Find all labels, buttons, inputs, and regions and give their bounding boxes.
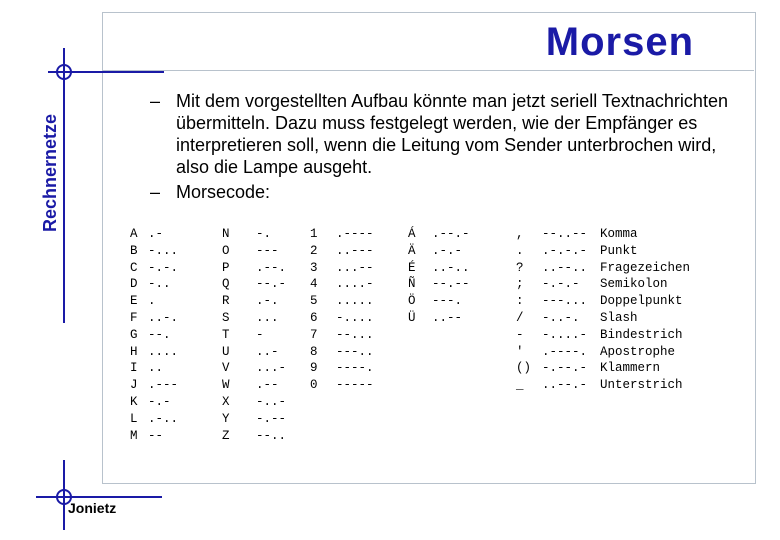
morse-symbol-name: Komma — [600, 227, 638, 241]
morse-character: Á — [408, 227, 416, 241]
morse-character: 2 — [310, 243, 318, 258]
morse-char-column — [130, 226, 138, 444]
morse-code: .--. — [256, 260, 287, 275]
morse-code: -. — [256, 227, 272, 241]
morse-character: B — [130, 243, 138, 258]
morse-code: -.--.- — [542, 361, 588, 376]
morse-character: V — [222, 361, 230, 376]
morse-symbol-name: Unterstrich — [600, 378, 683, 393]
morse-character: 9 — [310, 361, 318, 376]
morse-code: ----. — [336, 361, 374, 376]
morse-character: É — [408, 260, 416, 275]
morse-symbol-name: Doppelpunkt — [600, 294, 683, 309]
morse-character: R — [222, 294, 230, 309]
morse-code: .-.. — [148, 411, 179, 426]
morse-code-column — [432, 226, 470, 327]
morse-character: Ä — [408, 243, 416, 258]
morse-code: .--- — [148, 378, 179, 393]
morse-symbol-name: Punkt — [600, 243, 638, 258]
morse-code: ..--.- — [542, 378, 588, 393]
morse-character: F — [130, 310, 138, 325]
morse-character: Z — [222, 428, 230, 443]
morse-character: C — [130, 260, 138, 275]
morse-character: P — [222, 260, 230, 275]
morse-character: A — [130, 227, 138, 241]
morse-code: -.-. — [148, 260, 179, 275]
morse-symbol-name: Semikolon — [600, 277, 668, 292]
morse-character: Q — [222, 277, 230, 292]
morse-character: Ñ — [408, 277, 416, 292]
morse-character: 0 — [310, 378, 318, 393]
morse-character: ' — [516, 344, 524, 359]
bullet-text: Mit dem vorgestellten Aufbau könnte man jetzt seriell Textnachrichten übermitteln. Dazu muss festgelegt werden, wie der Empfänger es interpretieren soll, wenn die Leitung vom Sender unterbrochen wird, also die Lampe ausgeht. — [176, 91, 728, 177]
top-vertical-line — [63, 48, 65, 323]
morse-code: ...- — [256, 361, 287, 376]
morse-code-column — [336, 226, 374, 394]
morse-char-column — [222, 226, 230, 444]
morse-symbol-name: Bindestrich — [600, 327, 683, 342]
morse-name-column — [600, 226, 690, 394]
morse-character: I — [130, 361, 138, 376]
morse-character: T — [222, 327, 230, 342]
morse-code-column — [542, 226, 587, 394]
morse-code: ..-- — [432, 310, 463, 325]
morse-character: Ü — [408, 310, 416, 325]
bullet-list — [150, 90, 730, 203]
morse-code: --..-- — [542, 227, 588, 241]
morse-character: ; — [516, 277, 524, 292]
bullet-text: Morsecode: — [176, 182, 271, 202]
morse-char-column — [408, 226, 416, 327]
title-box — [102, 12, 754, 71]
morse-character: K — [130, 394, 138, 409]
morse-character: L — [130, 411, 138, 426]
morse-code: ... — [256, 310, 279, 325]
morse-character: Ö — [408, 294, 416, 309]
morse-code: .. — [148, 361, 164, 376]
morse-code: .... — [148, 344, 179, 359]
morse-character: 8 — [310, 344, 318, 359]
morse-code: .-.-.- — [542, 243, 588, 258]
morse-code: ..... — [336, 294, 374, 309]
morse-code: -.. — [148, 277, 171, 292]
morse-character: J — [130, 378, 138, 393]
morse-code: - — [256, 327, 264, 342]
bullet-dash: – — [150, 91, 161, 111]
morse-character: Y — [222, 411, 230, 426]
morse-character: 4 — [310, 277, 318, 292]
morse-character: _ — [516, 378, 524, 393]
morse-character: H — [130, 344, 138, 359]
morse-code: --.- — [256, 277, 287, 292]
author-label: Jonietz — [68, 500, 117, 516]
morse-code: --.-- — [432, 277, 470, 292]
morse-code: --. — [148, 327, 171, 342]
morse-code: .-- — [256, 378, 279, 393]
bullet-item — [150, 90, 730, 178]
morse-code: .- — [148, 227, 164, 241]
morse-symbol-name: Slash — [600, 310, 638, 325]
morse-code: ..--- — [336, 243, 374, 258]
morse-char-column — [516, 226, 531, 394]
morse-code: ..--.. — [542, 260, 588, 275]
morse-character: G — [130, 327, 138, 342]
morse-code: -... — [148, 243, 179, 258]
morse-code: -- — [148, 428, 164, 443]
morse-code: ----- — [336, 378, 374, 393]
morse-code: .--.- — [432, 227, 470, 241]
morse-character: () — [516, 361, 532, 376]
morse-character: , — [516, 227, 524, 241]
morse-code: . — [148, 294, 156, 309]
morse-code: ---.. — [336, 344, 374, 359]
morse-code: ..-.. — [432, 260, 470, 275]
morse-code: -....- — [542, 327, 588, 342]
bullet-dash: – — [150, 182, 161, 202]
top-crosshair-icon — [56, 64, 72, 80]
morse-character: 6 — [310, 310, 318, 325]
morse-char-column — [310, 226, 318, 394]
morse-code: --- — [256, 243, 279, 258]
morse-character: D — [130, 277, 138, 292]
morse-character: ? — [516, 260, 524, 275]
morse-code: .-. — [256, 294, 279, 309]
morse-code: -.-- — [256, 411, 287, 426]
morse-code-column — [148, 226, 178, 444]
morse-character: 7 — [310, 327, 318, 342]
morse-code: .-.- — [432, 243, 463, 258]
morse-code: --.. — [256, 428, 287, 443]
morse-code: -.... — [336, 310, 374, 325]
morse-code: -..- — [256, 394, 287, 409]
morse-code: ..- — [256, 344, 279, 359]
morse-code: ---. — [432, 294, 463, 309]
morse-code: ....- — [336, 277, 374, 292]
morse-character: 1 — [310, 227, 318, 241]
morse-character: 3 — [310, 260, 318, 275]
morse-code: -.- — [148, 394, 171, 409]
morse-character: N — [222, 227, 230, 241]
morse-symbol-name: Klammern — [600, 361, 661, 376]
morse-character: M — [130, 428, 138, 443]
morse-code: .----. — [542, 344, 588, 359]
side-label: Rechnernetze — [40, 113, 60, 232]
morse-character: W — [222, 378, 230, 393]
morse-character: U — [222, 344, 230, 359]
slide-title: Morsen — [545, 20, 694, 64]
morse-code: ..-. — [148, 310, 179, 325]
morse-character: 5 — [310, 294, 318, 309]
morse-symbol-name: Fragezeichen — [600, 260, 691, 275]
morse-code: --... — [336, 327, 374, 342]
morse-character: O — [222, 243, 230, 258]
morse-character: . — [516, 243, 524, 258]
morse-code: -..-. — [542, 310, 580, 325]
morse-code-column — [256, 226, 286, 444]
morse-code: -.-.- — [542, 277, 580, 292]
bullet-item — [150, 181, 730, 203]
morse-character: - — [516, 327, 524, 342]
morse-symbol-name: Apostrophe — [600, 344, 676, 359]
morse-code: .---- — [336, 227, 374, 241]
morse-character: X — [222, 394, 230, 409]
morse-character: / — [516, 310, 524, 325]
morse-code: ---... — [542, 294, 588, 309]
morse-character: : — [516, 294, 524, 309]
morse-character: S — [222, 310, 230, 325]
morse-code: ...-- — [336, 260, 374, 275]
morse-character: E — [130, 294, 138, 309]
